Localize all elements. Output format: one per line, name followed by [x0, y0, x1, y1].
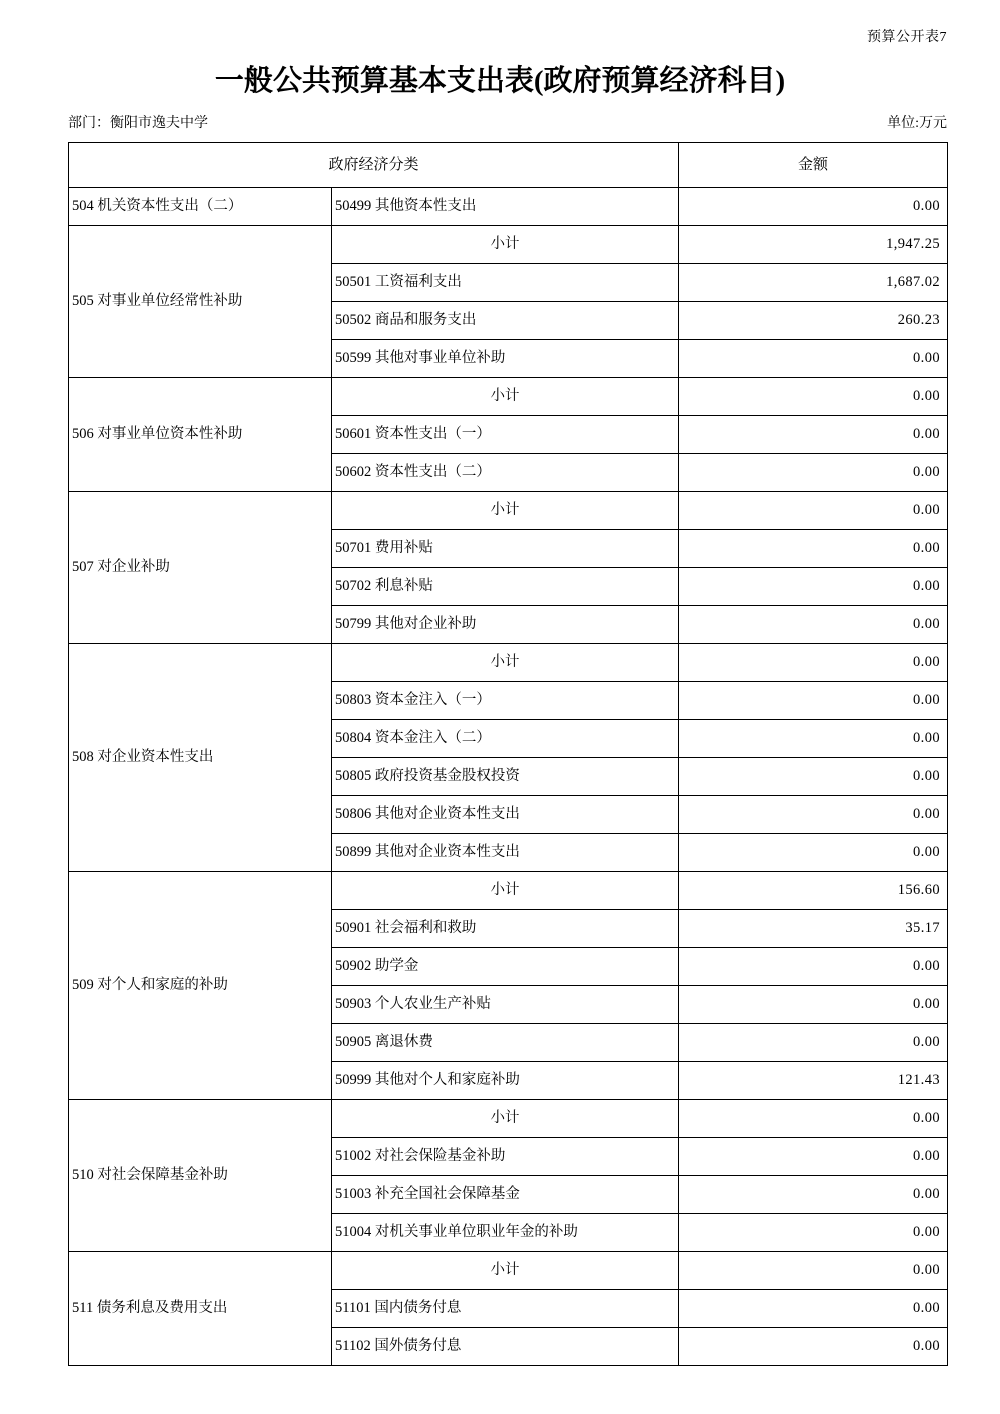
item-label: 51004 对机关事业单位职业年金的补助 — [335, 1224, 578, 1241]
amount-cell — [679, 188, 948, 226]
amount-value: 0.00 — [913, 578, 941, 595]
subtotal-amount-cell — [679, 1252, 948, 1290]
subtotal-amount-value: 0.00 — [913, 1262, 941, 1279]
item-cell — [332, 302, 679, 340]
item-label: 50499 其他资本性支出 — [335, 198, 477, 215]
item-cell — [332, 910, 679, 948]
amount-value: 0.00 — [913, 958, 941, 975]
amount-value: 0.00 — [913, 464, 941, 481]
amount-value: 35.17 — [905, 920, 941, 937]
item-cell — [332, 454, 679, 492]
item-cell — [332, 758, 679, 796]
table-header — [69, 143, 948, 188]
table-row — [69, 1252, 948, 1290]
item-label: 50599 其他对事业单位补助 — [335, 350, 506, 367]
amount-value: 0.00 — [913, 1300, 941, 1317]
item-cell — [332, 986, 679, 1024]
amount-cell — [679, 606, 948, 644]
category-cell — [69, 226, 332, 378]
subtotal-amount-cell — [679, 492, 948, 530]
category-cell — [69, 644, 332, 872]
amount-cell — [679, 986, 948, 1024]
item-cell — [332, 568, 679, 606]
item-label: 50899 其他对企业资本性支出 — [335, 844, 520, 861]
amount-value: 0.00 — [913, 806, 941, 823]
subtotal-amount-cell — [679, 1100, 948, 1138]
subtotal-amount-cell — [679, 378, 948, 416]
item-label: 50601 资本性支出（一） — [335, 426, 491, 443]
table-row — [69, 1100, 948, 1138]
subtotal-cell — [332, 872, 679, 910]
item-label: 50702 利息补贴 — [335, 578, 433, 595]
table-row — [69, 644, 948, 682]
amount-value: 0.00 — [913, 616, 941, 633]
amount-cell — [679, 834, 948, 872]
category-label: 510 对社会保障基金补助 — [72, 1167, 228, 1184]
item-cell — [332, 264, 679, 302]
category-cell — [69, 1100, 332, 1252]
amount-cell — [679, 454, 948, 492]
category-label: 509 对个人和家庭的补助 — [72, 977, 228, 994]
subtotal-amount-value: 0.00 — [913, 388, 941, 405]
item-label: 50806 其他对企业资本性支出 — [335, 806, 520, 823]
subtotal-cell — [332, 226, 679, 264]
item-label: 50903 个人农业生产补贴 — [335, 996, 491, 1013]
category-label: 511 债务利息及费用支出 — [72, 1300, 228, 1317]
amount-value: 0.00 — [913, 768, 941, 785]
amount-value: 0.00 — [913, 692, 941, 709]
subtotal-label: 小计 — [490, 882, 520, 899]
item-cell — [332, 1138, 679, 1176]
amount-value: 0.00 — [913, 1034, 941, 1051]
item-cell — [332, 720, 679, 758]
item-label: 51102 国外债务付息 — [335, 1338, 462, 1355]
subtotal-label: 小计 — [490, 1110, 520, 1127]
subtotal-amount-cell — [679, 226, 948, 264]
subtotal-cell — [332, 1252, 679, 1290]
subtotal-amount-value: 0.00 — [913, 1110, 941, 1127]
department-label: 部门：衡阳市逸夫中学 — [68, 116, 208, 131]
amount-cell — [679, 1176, 948, 1214]
subtotal-amount-value: 0.00 — [913, 502, 941, 519]
amount-value: 0.00 — [913, 1224, 941, 1241]
item-label: 50999 其他对个人和家庭补助 — [335, 1072, 520, 1089]
item-label: 50805 政府投资基金股权投资 — [335, 768, 520, 785]
table-header-row — [69, 143, 948, 188]
subtotal-amount-value: 1,947.25 — [886, 236, 941, 253]
item-label: 50803 资本金注入（一） — [335, 692, 491, 709]
subtotal-amount-cell — [679, 644, 948, 682]
subtotal-label: 小计 — [490, 236, 520, 253]
subtotal-cell — [332, 492, 679, 530]
amount-cell — [679, 1328, 948, 1366]
amount-value: 0.00 — [913, 996, 941, 1013]
amount-cell — [679, 264, 948, 302]
amount-value: 0.00 — [913, 730, 941, 747]
table-row — [69, 378, 948, 416]
amount-cell — [679, 340, 948, 378]
amount-cell — [679, 1290, 948, 1328]
subtotal-label: 小计 — [490, 654, 520, 671]
amount-cell — [679, 1062, 948, 1100]
item-cell — [332, 1328, 679, 1366]
amount-value: 1,687.02 — [886, 274, 941, 291]
table-row — [69, 872, 948, 910]
item-cell — [332, 1062, 679, 1100]
item-cell — [332, 682, 679, 720]
amount-cell — [679, 568, 948, 606]
form-number-label: 预算公开表7 — [867, 30, 947, 45]
subtotal-label: 小计 — [490, 388, 520, 405]
table-body — [69, 188, 948, 1366]
item-label: 50901 社会福利和救助 — [335, 920, 477, 937]
item-cell — [332, 834, 679, 872]
amount-cell — [679, 758, 948, 796]
column-header-amount: 金额 — [679, 143, 948, 188]
item-label: 50502 商品和服务支出 — [335, 312, 477, 329]
amount-value: 0.00 — [913, 844, 941, 861]
amount-cell — [679, 720, 948, 758]
category-cell — [69, 492, 332, 644]
item-label: 51101 国内债务付息 — [335, 1300, 462, 1317]
meta-row — [68, 112, 947, 132]
item-label: 50902 助学金 — [335, 958, 419, 975]
item-label: 50799 其他对企业补助 — [335, 616, 477, 633]
budget-expenditure-table — [68, 142, 948, 1366]
amount-value: 0.00 — [913, 1148, 941, 1165]
amount-cell — [679, 1024, 948, 1062]
subtotal-amount-cell — [679, 872, 948, 910]
table-row — [69, 188, 948, 226]
subtotal-label: 小计 — [490, 1262, 520, 1279]
amount-cell — [679, 416, 948, 454]
amount-value: 121.43 — [897, 1072, 941, 1089]
subtotal-cell — [332, 378, 679, 416]
item-cell — [332, 796, 679, 834]
amount-value: 0.00 — [913, 1186, 941, 1203]
category-cell — [69, 872, 332, 1100]
item-cell — [332, 1290, 679, 1328]
amount-cell — [679, 530, 948, 568]
category-cell — [69, 378, 332, 492]
item-label: 51003 补充全国社会保障基金 — [335, 1186, 520, 1203]
subtotal-cell — [332, 644, 679, 682]
item-cell — [332, 1176, 679, 1214]
item-cell — [332, 606, 679, 644]
table-row — [69, 226, 948, 264]
table-row — [69, 492, 948, 530]
category-label: 506 对事业单位资本性补助 — [72, 426, 243, 443]
category-label: 507 对企业补助 — [72, 559, 170, 576]
item-cell — [332, 1214, 679, 1252]
category-cell — [69, 188, 332, 226]
amount-cell — [679, 910, 948, 948]
category-label: 505 对事业单位经常性补助 — [72, 293, 243, 310]
subtotal-amount-value: 0.00 — [913, 654, 941, 671]
category-label: 504 机关资本性支出（二） — [72, 198, 243, 215]
unit-label: 单位:万元 — [887, 116, 947, 131]
amount-cell — [679, 796, 948, 834]
amount-cell — [679, 1214, 948, 1252]
amount-value: 0.00 — [913, 426, 941, 443]
amount-value: 260.23 — [897, 312, 941, 329]
amount-value: 0.00 — [913, 1338, 941, 1355]
amount-cell — [679, 948, 948, 986]
item-cell — [332, 948, 679, 986]
category-label: 508 对企业资本性支出 — [72, 749, 214, 766]
column-header-classification: 政府经济分类 — [69, 143, 679, 188]
item-cell — [332, 188, 679, 226]
item-label: 50501 工资福利支出 — [335, 274, 462, 291]
item-cell — [332, 340, 679, 378]
item-label: 50905 离退休费 — [335, 1034, 433, 1051]
page-title: 一般公共预算基本支出表(政府预算经济科目) — [214, 65, 786, 97]
item-label: 50701 费用补贴 — [335, 540, 433, 557]
amount-value: 0.00 — [913, 540, 941, 557]
amount-cell — [679, 682, 948, 720]
item-cell — [332, 416, 679, 454]
item-cell — [332, 1024, 679, 1062]
amount-cell — [679, 1138, 948, 1176]
subtotal-cell — [332, 1100, 679, 1138]
subtotal-amount-value: 156.60 — [897, 882, 941, 899]
subtotal-label: 小计 — [490, 502, 520, 519]
item-label: 50804 资本金注入（二） — [335, 730, 491, 747]
amount-cell — [679, 302, 948, 340]
item-label: 51002 对社会保险基金补助 — [335, 1148, 506, 1165]
amount-value: 0.00 — [913, 350, 941, 367]
item-cell — [332, 530, 679, 568]
item-label: 50602 资本性支出（二） — [335, 464, 491, 481]
category-cell — [69, 1252, 332, 1366]
amount-value: 0.00 — [913, 198, 941, 215]
